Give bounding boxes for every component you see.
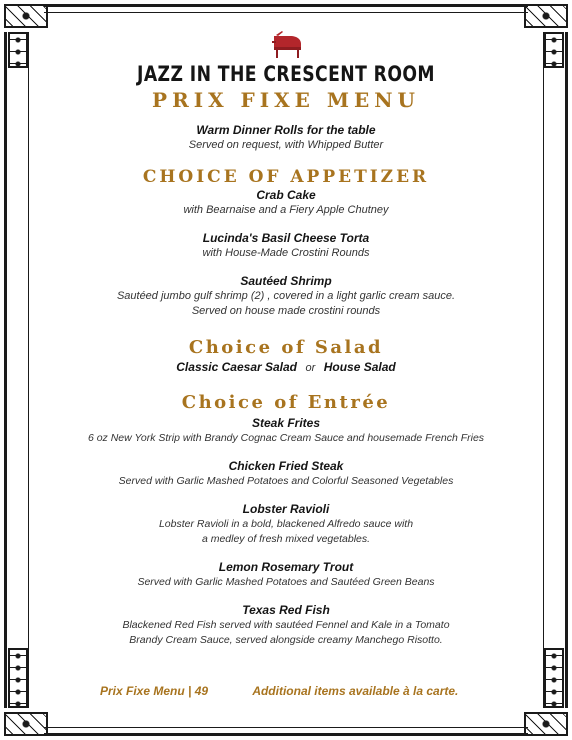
corner-ornament-top-left bbox=[4, 4, 48, 28]
price-label: Prix Fixe Menu | 49 bbox=[100, 684, 209, 698]
menu-item bbox=[40, 458, 532, 489]
intro-block bbox=[40, 122, 532, 153]
menu-item bbox=[40, 602, 532, 648]
item-desc: Served on house made crostini rounds bbox=[191, 305, 381, 317]
item-desc: Brandy Cream Sauce, served alongside creamy Manchego Risotto. bbox=[129, 634, 443, 646]
menu-heading: PRIX FIXE MENU bbox=[152, 88, 420, 112]
menu-item bbox=[40, 187, 532, 218]
item-name: Lemon Rosemary Trout bbox=[218, 560, 354, 574]
menu-footer bbox=[100, 684, 500, 698]
item-desc: a medley of fresh mixed vegetables. bbox=[201, 533, 371, 545]
page-title: JAZZ IN THE CRESCENT ROOM bbox=[137, 62, 435, 86]
intro-desc: Served on request, with Whipped Butter bbox=[188, 139, 384, 151]
item-name: Steak Frites bbox=[251, 416, 321, 430]
menu-item bbox=[40, 273, 532, 319]
item-desc: with House-Made Crostini Rounds bbox=[202, 247, 370, 259]
corner-ornament-bottom-left bbox=[4, 712, 48, 736]
appetizer-heading: CHOICE OF APPETIZER bbox=[142, 167, 430, 187]
intro-name: Warm Dinner Rolls for the table bbox=[196, 123, 376, 137]
item-desc: Sautéed jumbo gulf shrimp (2) , covered in a light garlic cream sauce. bbox=[116, 290, 456, 302]
a-la-carte-note: Additional items available à la carte. bbox=[252, 684, 459, 698]
item-desc: Blackened Red Fish served with sautéed Fennel and Kale in a Tomato bbox=[122, 619, 450, 631]
salad-heading: Choice of Salad bbox=[188, 337, 384, 358]
grand-piano-icon bbox=[268, 30, 304, 60]
corner-ornament-bottom-right bbox=[524, 712, 568, 736]
menu-content bbox=[40, 30, 532, 648]
menu-item bbox=[40, 501, 532, 547]
item-desc: with Bearnaise and a Fiery Apple Chutney bbox=[183, 204, 389, 216]
item-name: Texas Red Fish bbox=[242, 603, 330, 617]
menu-item bbox=[40, 559, 532, 590]
side-ornament-top-right bbox=[544, 32, 564, 68]
item-name: Crab Cake bbox=[256, 188, 316, 202]
item-desc: Lobster Ravioli in a bold, blackened Alfredo sauce with bbox=[158, 518, 414, 530]
menu-item bbox=[40, 415, 532, 446]
entree-heading: Choice of Entrée bbox=[181, 392, 391, 413]
side-ornament-bottom-right bbox=[544, 648, 564, 708]
salad-options bbox=[40, 358, 532, 376]
corner-ornament-top-right bbox=[524, 4, 568, 28]
item-name: Lucinda's Basil Cheese Torta bbox=[202, 231, 370, 245]
side-ornament-top-left bbox=[8, 32, 28, 68]
item-name: Lobster Ravioli bbox=[242, 502, 330, 516]
menu-item bbox=[40, 230, 532, 261]
item-name: Sautéed Shrimp bbox=[240, 274, 332, 288]
item-desc: Served with Garlic Mashed Potatoes and Sautéed Green Beans bbox=[137, 576, 435, 588]
side-ornament-bottom-left bbox=[8, 648, 28, 708]
item-desc: Served with Garlic Mashed Potatoes and Colorful Seasoned Vegetables bbox=[118, 475, 454, 487]
salad-option: Classic Caesar Salad bbox=[176, 360, 298, 374]
salad-option: House Salad bbox=[323, 360, 396, 374]
item-name: Chicken Fried Steak bbox=[228, 459, 344, 473]
salad-or: or bbox=[305, 362, 316, 374]
item-desc: 6 oz New York Strip with Brandy Cognac Cream Sauce and housemade French Fries bbox=[87, 432, 485, 444]
